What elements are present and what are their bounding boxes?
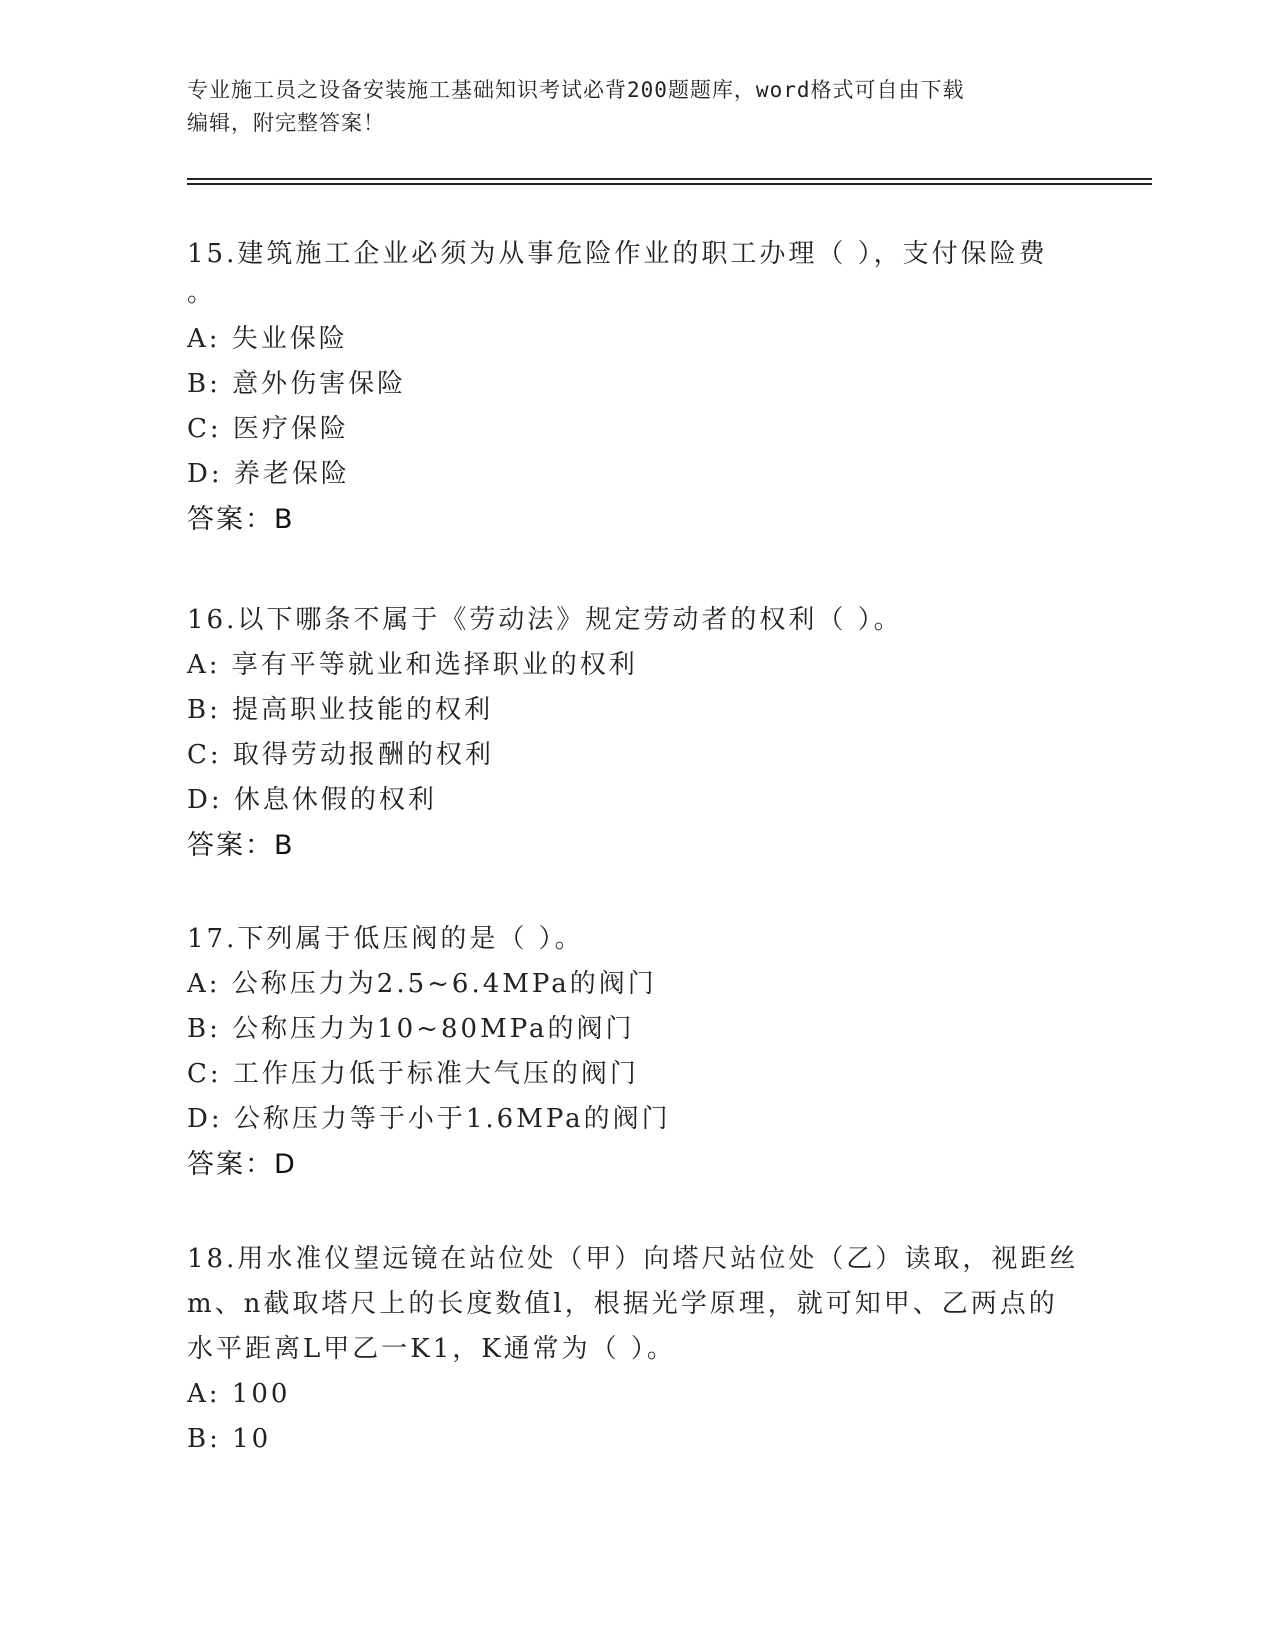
option-b: B: 意外伤害保险 (187, 369, 407, 399)
header-divider-top (187, 178, 1152, 180)
option-c: C: 工作压力低于标准大气压的阀门 (187, 1059, 639, 1089)
document-header (187, 74, 1087, 140)
option-b: B: 提高职业技能的权利 (187, 695, 494, 725)
question-18 (187, 1237, 1087, 1462)
question-17 (187, 917, 1087, 1187)
option-c: C: 取得劳动报酬的权利 (187, 740, 494, 770)
question-stem-line: 16.以下哪条不属于《劳动法》规定劳动者的权利（ ）。 (187, 605, 903, 635)
option-d: D: 休息休假的权利 (187, 785, 437, 815)
question-stem-line: 。 (187, 278, 217, 308)
option-b: B: 公称压力为10~80MPa的阀门 (187, 1014, 635, 1044)
question-stem-line: 水平距离L甲乙一K1，K通常为（ ）。 (187, 1334, 676, 1364)
answer-label: 答案：D (187, 1149, 297, 1180)
question-stem-line: 18.用水准仪望远镜在站位处（甲）向塔尺站位处（乙）读取，视距丝 (187, 1244, 1079, 1274)
question-16 (187, 598, 1087, 868)
option-b: B: 10 (187, 1424, 272, 1454)
option-d: D: 公称压力等于小于1.6MPa的阀门 (187, 1104, 671, 1134)
header-title-line-1: 专业施工员之设备安装施工基础知识考试必背200题题库，word格式可自由下载 (187, 78, 965, 102)
option-c: C: 医疗保险 (187, 414, 349, 444)
header-title-line-2: 编辑，附完整答案！ (187, 111, 385, 135)
option-a: A: 享有平等就业和选择职业的权利 (187, 650, 638, 680)
header-divider-bottom (187, 183, 1152, 185)
question-stem-line: 15.建筑施工企业必须为从事危险作业的职工办理（ ），支付保险费 (187, 239, 1048, 269)
option-a: A: 公称压力为2.5~6.4MPa的阀门 (187, 969, 657, 999)
option-a: A: 失业保险 (187, 324, 348, 354)
option-a: A: 100 (187, 1379, 291, 1409)
answer-label: 答案：B (187, 830, 295, 861)
question-stem-line: m、n截取塔尺上的长度数值l，根据光学原理，就可知甲、乙两点的 (187, 1289, 1058, 1319)
option-d: D: 养老保险 (187, 459, 350, 489)
question-15 (187, 232, 1087, 542)
question-stem-line: 17.下列属于低压阀的是（ ）。 (187, 924, 584, 954)
answer-label: 答案：B (187, 504, 295, 535)
